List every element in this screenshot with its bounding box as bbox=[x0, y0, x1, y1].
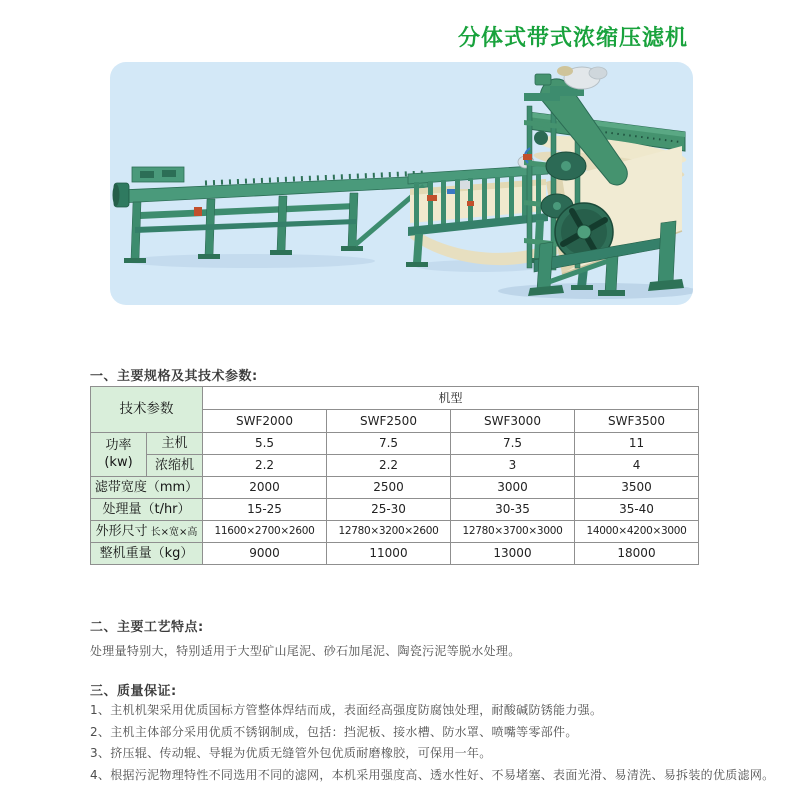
row-label-weight: 整机重量（kg） bbox=[91, 543, 203, 565]
spec-value: 7.5 bbox=[451, 433, 575, 455]
table-row bbox=[91, 543, 699, 565]
features-body: 处理量特别大，特别适用于大型矿山尾泥、砂石加尾泥、陶瓷污泥等脱水处理。 bbox=[90, 644, 521, 658]
spec-value: 35-40 bbox=[575, 499, 699, 521]
power-label: 功率 bbox=[105, 437, 132, 453]
model-header: SWF2000 bbox=[203, 410, 327, 433]
row-label-belt-width: 滤带宽度（mm） bbox=[91, 477, 203, 499]
spec-value: 11 bbox=[575, 433, 699, 455]
quality-item: 3、挤压辊、传动辊、导辊为优质无缝管外包优质耐磨橡胶，可保用一年。 bbox=[90, 746, 492, 761]
row-label-thickener: 浓缩机 bbox=[147, 455, 203, 477]
conveyor-section bbox=[113, 167, 429, 263]
features-heading: 二、主要工艺特点: bbox=[90, 620, 204, 635]
row-label-power bbox=[91, 433, 147, 477]
model-header: SWF3500 bbox=[575, 410, 699, 433]
spec-value: 5.5 bbox=[203, 433, 327, 455]
spec-value: 2.2 bbox=[327, 455, 451, 477]
table-row bbox=[91, 477, 699, 499]
spec-value: 11000 bbox=[327, 543, 451, 565]
specs-heading: 一、主要规格及其技术参数: bbox=[90, 369, 258, 384]
quality-item: 1、主机机架采用优质国标方管整体焊结而成，表面经高强度防腐蚀处理，耐酸碱防锈能力强。 bbox=[90, 703, 603, 717]
spec-value: 2500 bbox=[327, 477, 451, 499]
model-header: SWF3000 bbox=[451, 410, 575, 433]
spec-value: 14000×4200×3000 bbox=[575, 521, 699, 543]
dimensions-label: 外形尺寸 bbox=[95, 523, 148, 539]
dimensions-sublabel: 长×宽×高 bbox=[150, 526, 198, 538]
quality-item: 4、根据污泥物理特性不同选用不同的滤网，本机采用强度高、透水性好、不易堵塞、表面光滑、易清洗、易拆装的优质滤网。 bbox=[90, 767, 775, 782]
table-row bbox=[91, 433, 699, 455]
spec-value: 2000 bbox=[203, 477, 327, 499]
table-corner-header: 技术参数 bbox=[91, 387, 203, 433]
spec-value: 4 bbox=[575, 455, 699, 477]
row-label-dimensions bbox=[91, 521, 203, 543]
page-title: 分体式带式浓缩压滤机 bbox=[457, 26, 688, 51]
spec-value: 11600×2700×2600 bbox=[203, 521, 327, 543]
spec-value: 25-30 bbox=[327, 499, 451, 521]
spec-value: 2.2 bbox=[203, 455, 327, 477]
spec-value: 7.5 bbox=[327, 433, 451, 455]
spec-value: 12780×3700×3000 bbox=[451, 521, 575, 543]
row-label-main-machine: 主机 bbox=[147, 433, 203, 455]
press-section bbox=[523, 66, 688, 296]
specs-table bbox=[90, 386, 699, 565]
spec-value: 18000 bbox=[575, 543, 699, 565]
spec-value: 13000 bbox=[451, 543, 575, 565]
table-row bbox=[91, 455, 699, 477]
thickener-section bbox=[406, 156, 558, 267]
spec-value: 3 bbox=[451, 455, 575, 477]
product-photo-panel bbox=[110, 62, 693, 305]
table-row bbox=[91, 499, 699, 521]
spec-value: 30-35 bbox=[451, 499, 575, 521]
spec-value: 9000 bbox=[203, 543, 327, 565]
row-label-capacity: 处理量（t/hr） bbox=[91, 499, 203, 521]
quality-item: 2、主机主体部分采用优质不锈钢制成，包括：挡泥板、接水槽、防水罩、喷嘴等零部件。 bbox=[90, 724, 578, 739]
table-row bbox=[91, 387, 699, 410]
spec-value: 3000 bbox=[451, 477, 575, 499]
model-group-header: 机型 bbox=[203, 387, 699, 410]
spec-value: 3500 bbox=[575, 477, 699, 499]
spec-value: 12780×3200×2600 bbox=[327, 521, 451, 543]
model-header: SWF2500 bbox=[327, 410, 451, 433]
machine-illustration bbox=[110, 62, 693, 305]
table-row bbox=[91, 521, 699, 543]
quality-heading: 三、质量保证: bbox=[90, 684, 177, 699]
quality-list bbox=[90, 703, 775, 790]
power-unit: (kw) bbox=[104, 454, 133, 470]
spec-value: 15-25 bbox=[203, 499, 327, 521]
